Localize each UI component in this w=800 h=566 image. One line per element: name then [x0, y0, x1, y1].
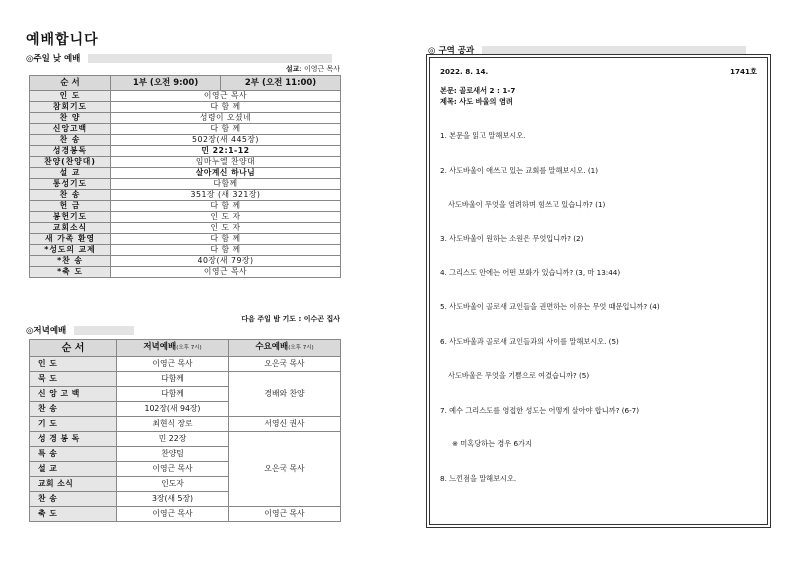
table-row	[30, 201, 341, 212]
morning-order-table	[29, 75, 341, 278]
wednesday-leader: 오은국 목사	[229, 357, 341, 372]
order-label: 교회소식	[30, 223, 111, 234]
sunday-value: 찬양팀	[117, 447, 229, 462]
order-value: 이영근 목사	[111, 91, 341, 102]
table-row	[30, 190, 341, 201]
sunday-value: 이영근 목사	[117, 507, 229, 522]
order-label: 찬양(찬양대)	[30, 157, 111, 168]
sunday-value: 인도자	[117, 477, 229, 492]
order-value: 인 도 자	[111, 223, 341, 234]
table-row	[30, 212, 341, 223]
study-date: 2022. 8. 14.	[440, 67, 489, 76]
study-section-title: ◎ 구역 공과	[428, 46, 475, 56]
question: 6. 사도바울과 골로새 교인들과의 사이를 말해보시오. (5)	[440, 337, 619, 346]
sunday-value: 102장(새 94장)	[117, 402, 229, 417]
table-header-row	[30, 76, 341, 91]
table-row	[30, 417, 341, 432]
evening-section-title: ◎저녁예배	[26, 326, 67, 336]
order-value: 다 함 께	[111, 102, 341, 113]
wednesday-label: 수요예배	[255, 342, 289, 352]
sunday-value: 3장(새 5장)	[117, 492, 229, 507]
order-label: 성경봉독	[30, 146, 111, 157]
order-label: 참회기도	[30, 102, 111, 113]
table-row	[30, 146, 341, 157]
table-row	[30, 102, 341, 113]
table-row	[30, 372, 341, 387]
study-theme: 제목: 사도 바울의 염려	[440, 97, 513, 106]
order-label: 찬 송	[30, 492, 117, 507]
section-bar	[74, 326, 134, 335]
section-bar	[88, 54, 332, 63]
preacher-name: : 이영근 목사	[299, 65, 340, 73]
sunday-value: 다함께	[117, 372, 229, 387]
table-row	[30, 135, 341, 146]
table-row	[30, 234, 341, 245]
table-row	[30, 124, 341, 135]
order-value: 다 함 께	[111, 124, 341, 135]
order-label: 인 도	[30, 357, 117, 372]
table-row	[30, 256, 341, 267]
wednesday-prayer: 서영신 권사	[229, 417, 341, 432]
table-row	[30, 245, 341, 256]
header-order: 순 서	[30, 340, 117, 357]
preacher-line	[200, 64, 340, 74]
order-label: 설 교	[30, 168, 111, 179]
order-label: 인 도	[30, 91, 111, 102]
question: 8. 느낀점을 말해보시오.	[440, 474, 517, 483]
table-row	[30, 357, 341, 372]
wednesday-benediction: 이영근 목사	[229, 507, 341, 522]
order-value: 성령이 오셨네	[111, 113, 341, 124]
sunday-evening-time: (오후 7시)	[176, 345, 202, 351]
question: 2. 사도바울이 애쓰고 있는 교회를 말해보시오. (1)	[440, 166, 599, 175]
order-label: 찬 양	[30, 113, 111, 124]
sunday-evening-label: 저녁예배	[143, 342, 177, 352]
sunday-value: 최현식 장로	[117, 417, 229, 432]
question: 1. 본문을 읽고 말해보시오.	[440, 131, 526, 140]
order-label: 찬 송	[30, 402, 117, 417]
order-label: 묵 도	[30, 372, 117, 387]
morning-section-title: ◎주일 낮 예배	[26, 54, 81, 64]
order-value: 임마누엘 찬양대	[111, 157, 341, 168]
sunday-value: 이영근 목사	[117, 462, 229, 477]
table-row	[30, 432, 341, 447]
sunday-value: 이영근 목사	[117, 357, 229, 372]
table-row	[30, 113, 341, 124]
question: 7. 예수 그리스도를 영접한 성도는 어떻게 살아야 합니까? (6-7)	[440, 406, 640, 415]
header-sunday-evening	[117, 340, 229, 357]
table-row	[30, 507, 341, 522]
order-label: 찬 송	[30, 190, 111, 201]
order-value: 다 함 께	[111, 234, 341, 245]
order-value: 살아계신 하나님	[111, 168, 341, 179]
question: 5. 사도바울이 골로새 교인들을 권면하는 이유는 무엇 때문입니까? (4)	[440, 302, 660, 311]
table-row	[30, 223, 341, 234]
table-row	[30, 179, 341, 190]
order-label: 기 도	[30, 417, 117, 432]
order-label: 신앙고백	[30, 124, 111, 135]
order-label: 성 경 봉 독	[30, 432, 117, 447]
order-value: 인 도 자	[111, 212, 341, 223]
order-label: 봉헌기도	[30, 212, 111, 223]
header-second-service: 2부 (오전 11:00)	[221, 76, 341, 91]
order-label: *축 도	[30, 267, 111, 278]
question-note: ※ 미혹당하는 경우 6가지	[452, 439, 532, 448]
next-week-prayer: 다음 주일 밤 기도 : 이수곤 집사	[241, 315, 340, 323]
table-row	[30, 267, 341, 278]
evening-section-header	[26, 324, 134, 336]
order-label: 새 가족 환영	[30, 234, 111, 245]
header-wednesday	[229, 340, 341, 357]
order-label: 찬 송	[30, 135, 111, 146]
order-label: 설 교	[30, 462, 117, 477]
order-value: 40장(새 79장)	[111, 256, 341, 267]
order-label: *찬 송	[30, 256, 111, 267]
order-value: 다함께	[111, 179, 341, 190]
sunday-value: 민 22장	[117, 432, 229, 447]
order-label: 헌 금	[30, 201, 111, 212]
question: 사도바울은 무엇을 기쁨으로 여겼습니까? (5)	[448, 371, 590, 380]
order-label: 통성기도	[30, 179, 111, 190]
sunday-value: 다함께	[117, 387, 229, 402]
morning-section-header	[26, 52, 332, 64]
table-row	[30, 157, 341, 168]
wednesday-time: (오후 7시)	[288, 345, 314, 351]
table-header-row	[30, 340, 341, 357]
study-box	[429, 57, 768, 525]
issue-number: 1741호	[730, 67, 757, 76]
study-section-header	[428, 44, 746, 56]
order-label: 축 도	[30, 507, 117, 522]
order-value: 502장(새 445장)	[111, 135, 341, 146]
scripture-text: 본문: 골로새서 2 : 1-7	[440, 86, 516, 95]
order-label: *성도의 교제	[30, 245, 111, 256]
question: 사도바울이 무엇을 염려하며 힘쓰고 있습니까? (1)	[448, 200, 606, 209]
question: 3. 사도바울이 원하는 소원은 무엇입니까? (2)	[440, 234, 584, 243]
order-value: 다 함 께	[111, 201, 341, 212]
order-value: 민 22:1-12	[111, 146, 341, 157]
evening-order-table	[29, 339, 341, 522]
preacher-label: 설교	[285, 65, 300, 73]
table-row	[30, 91, 341, 102]
question: 4. 그리스도 안에는 어떤 보화가 있습니까? (3, 마 13:44)	[440, 268, 621, 277]
header-first-service: 1부 (오전 9:00)	[111, 76, 221, 91]
order-value: 351장 (새 321장)	[111, 190, 341, 201]
wednesday-worship: 경배와 찬양	[229, 372, 341, 417]
order-value: 이영근 목사	[111, 267, 341, 278]
header-order: 순 서	[30, 76, 111, 91]
table-row	[30, 168, 341, 179]
order-value: 다 함 께	[111, 245, 341, 256]
page-title: 예배합니다	[26, 32, 99, 48]
order-label: 신 앙 고 백	[30, 387, 117, 402]
section-bar	[482, 46, 746, 55]
order-label: 교회 소식	[30, 477, 117, 492]
order-label: 특 송	[30, 447, 117, 462]
wednesday-sermon: 오은국 목사	[229, 432, 341, 507]
